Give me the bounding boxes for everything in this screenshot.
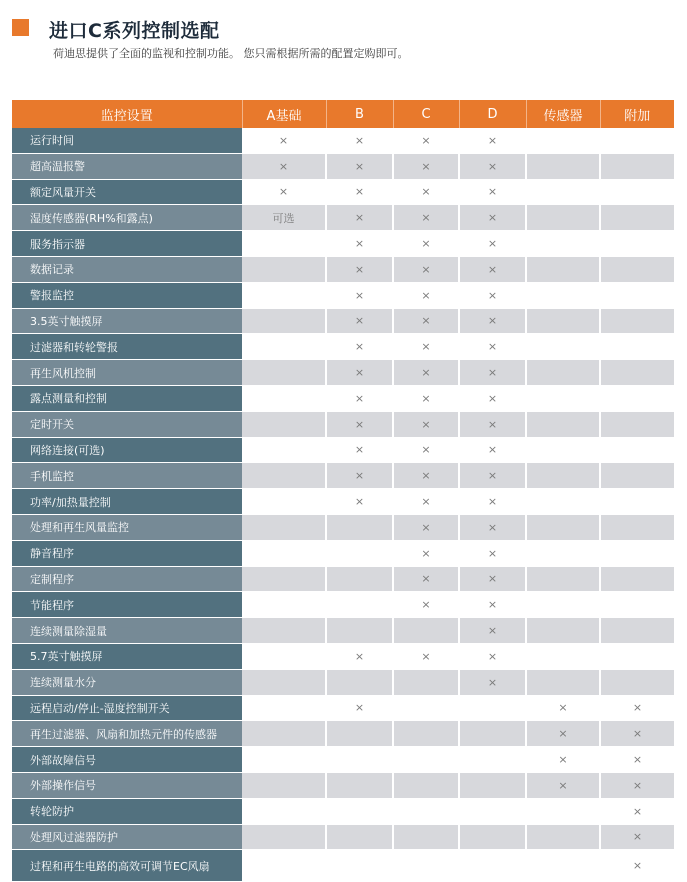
row-label: 过程和再生电路的高效可调节EC风扇 [12,850,242,882]
table-row [12,643,674,669]
check-mark-icon: × [326,282,393,308]
table-header-row [12,100,674,128]
empty-cell [526,643,600,669]
check-mark-icon: × [459,334,526,360]
check-mark-icon: × [459,231,526,257]
check-mark-icon: × [326,128,393,153]
empty-cell [459,824,526,850]
empty-cell [393,798,459,824]
row-label: 手机监控 [12,463,242,489]
table-row [12,772,674,798]
empty-cell [526,256,600,282]
empty-cell [242,463,326,489]
empty-cell [600,282,674,308]
check-mark-icon: × [600,798,674,824]
empty-cell [242,334,326,360]
empty-cell [242,385,326,411]
table-row [12,282,674,308]
table-body [12,128,674,882]
empty-cell [393,747,459,773]
empty-cell [393,721,459,747]
empty-cell [242,643,326,669]
empty-cell [526,411,600,437]
empty-cell [600,592,674,618]
check-mark-icon: × [393,128,459,153]
check-mark-icon: × [459,540,526,566]
table-row [12,256,674,282]
row-label: 过滤器和转轮警报 [12,334,242,360]
empty-cell [393,824,459,850]
empty-cell [459,798,526,824]
empty-cell [242,256,326,282]
check-mark-icon: × [526,721,600,747]
row-label: 连续测量水分 [12,669,242,695]
empty-cell [526,437,600,463]
row-label: 处理和再生风量监控 [12,514,242,540]
empty-cell [242,850,326,882]
table-row [12,850,674,882]
check-mark-icon: × [393,540,459,566]
empty-cell [393,695,459,721]
row-label: 远程启动/停止-湿度控制开关 [12,695,242,721]
check-mark-icon: × [459,592,526,618]
table-row [12,566,674,592]
empty-cell [242,747,326,773]
empty-cell [326,540,393,566]
empty-cell [242,566,326,592]
table-row [12,128,674,153]
table-row [12,592,674,618]
table-row [12,514,674,540]
empty-cell [242,721,326,747]
empty-cell [326,514,393,540]
check-mark-icon: × [526,695,600,721]
empty-cell [326,566,393,592]
empty-cell [242,824,326,850]
row-label: 定制程序 [12,566,242,592]
check-mark-icon: × [459,566,526,592]
check-mark-icon: × [459,153,526,179]
check-mark-icon: × [393,514,459,540]
empty-cell [326,824,393,850]
check-mark-icon: × [600,824,674,850]
empty-cell [326,798,393,824]
table-row [12,824,674,850]
check-mark-icon: × [393,463,459,489]
header-monitoring-settings: 监控设置 [12,100,242,128]
check-mark-icon: × [459,489,526,515]
empty-cell [600,360,674,386]
check-mark-icon: × [459,128,526,153]
check-mark-icon: × [393,282,459,308]
row-label: 节能程序 [12,592,242,618]
header-b: B [326,100,393,128]
empty-cell [326,850,393,882]
row-label: 外部故障信号 [12,747,242,773]
row-label: 外部操作信号 [12,772,242,798]
empty-cell [242,772,326,798]
empty-cell [242,437,326,463]
check-mark-icon: × [459,463,526,489]
empty-cell [600,334,674,360]
check-mark-icon: × [393,153,459,179]
check-mark-icon: × [393,360,459,386]
empty-cell [600,153,674,179]
empty-cell [526,153,600,179]
empty-cell [526,592,600,618]
check-mark-icon: × [459,514,526,540]
empty-cell [242,695,326,721]
check-mark-icon: × [459,669,526,695]
header-d: D [459,100,526,128]
check-mark-icon: × [393,437,459,463]
table-row [12,334,674,360]
empty-cell [526,540,600,566]
check-mark-icon: × [326,411,393,437]
empty-cell [526,282,600,308]
empty-cell [600,669,674,695]
empty-cell [393,669,459,695]
empty-cell [526,360,600,386]
empty-cell [393,618,459,644]
table-row [12,540,674,566]
check-mark-icon: × [393,231,459,257]
table-row [12,695,674,721]
row-label: 5.7英寸触摸屏 [12,643,242,669]
row-label: 数据记录 [12,256,242,282]
empty-cell [526,231,600,257]
empty-cell [326,772,393,798]
check-mark-icon: × [600,850,674,882]
empty-cell [526,489,600,515]
row-label: 服务指示器 [12,231,242,257]
row-label: 处理风过滤器防护 [12,824,242,850]
empty-cell [242,231,326,257]
check-mark-icon: × [326,643,393,669]
table-row [12,798,674,824]
table-row [12,231,674,257]
check-mark-icon: × [393,256,459,282]
check-mark-icon: × [459,282,526,308]
empty-cell [526,463,600,489]
empty-cell [459,721,526,747]
title-square-icon [12,19,29,36]
control-options-table [12,100,674,882]
check-mark-icon: × [459,643,526,669]
table-row [12,489,674,515]
check-mark-icon: × [526,772,600,798]
row-label: 警报监控 [12,282,242,308]
empty-cell [600,514,674,540]
empty-cell [526,798,600,824]
empty-cell [600,540,674,566]
header-addon: 附加 [600,100,674,128]
empty-cell [526,308,600,334]
header-c: C [393,100,459,128]
table-row [12,308,674,334]
empty-cell [393,850,459,882]
empty-cell [326,721,393,747]
empty-cell [600,489,674,515]
empty-cell [526,128,600,153]
table-row [12,669,674,695]
empty-cell [242,618,326,644]
check-mark-icon: × [459,411,526,437]
empty-cell [459,695,526,721]
empty-cell [526,514,600,540]
row-label: 额定风量开关 [12,179,242,205]
empty-cell [242,798,326,824]
check-mark-icon: × [326,179,393,205]
check-mark-icon: × [326,308,393,334]
check-mark-icon: × [326,463,393,489]
empty-cell [526,205,600,231]
empty-cell [526,850,600,882]
check-mark-icon: × [242,179,326,205]
table-row [12,618,674,644]
empty-cell [600,411,674,437]
empty-cell [526,179,600,205]
row-label: 网络连接(可选) [12,437,242,463]
row-label: 转轮防护 [12,798,242,824]
row-label: 3.5英寸触摸屏 [12,308,242,334]
check-mark-icon: × [600,747,674,773]
check-mark-icon: × [393,308,459,334]
table-row [12,747,674,773]
check-mark-icon: × [459,256,526,282]
check-mark-icon: × [326,695,393,721]
check-mark-icon: × [393,205,459,231]
check-mark-icon: × [326,489,393,515]
empty-cell [242,669,326,695]
empty-cell [326,747,393,773]
check-mark-icon: × [393,411,459,437]
empty-cell [600,618,674,644]
empty-cell [393,772,459,798]
check-mark-icon: × [326,334,393,360]
check-mark-icon: × [600,695,674,721]
row-label: 运行时间 [12,128,242,153]
empty-cell [326,669,393,695]
empty-cell [600,308,674,334]
empty-cell [600,566,674,592]
empty-cell [459,772,526,798]
empty-cell [242,592,326,618]
check-mark-icon: × [326,153,393,179]
empty-cell [242,308,326,334]
table-row [12,360,674,386]
check-mark-icon: × [242,153,326,179]
empty-cell [242,540,326,566]
check-mark-icon: × [393,385,459,411]
row-label: 超高温报警 [12,153,242,179]
check-mark-icon: × [242,128,326,153]
check-mark-icon: × [393,643,459,669]
table-row [12,721,674,747]
page-subtitle: 荷迪思提供了全面的监视和控制功能。 您只需根据所需的配置定购即可。 [53,47,409,60]
empty-cell [600,128,674,153]
header-sensor: 传感器 [526,100,600,128]
cell-value: 可选 [242,205,326,231]
check-mark-icon: × [393,334,459,360]
check-mark-icon: × [600,721,674,747]
row-label: 再生过滤器、风扇和加热元件的传感器 [12,721,242,747]
check-mark-icon: × [326,437,393,463]
row-label: 再生风机控制 [12,360,242,386]
empty-cell [459,747,526,773]
empty-cell [242,489,326,515]
empty-cell [600,385,674,411]
empty-cell [526,824,600,850]
row-label: 静音程序 [12,540,242,566]
empty-cell [600,205,674,231]
row-label: 露点测量和控制 [12,385,242,411]
table-row [12,411,674,437]
empty-cell [600,463,674,489]
row-label: 连续测量除湿量 [12,618,242,644]
empty-cell [242,411,326,437]
empty-cell [326,592,393,618]
empty-cell [526,566,600,592]
check-mark-icon: × [393,179,459,205]
check-mark-icon: × [526,747,600,773]
empty-cell [526,334,600,360]
check-mark-icon: × [393,566,459,592]
row-label: 湿度传感器(RH%和露点) [12,205,242,231]
check-mark-icon: × [459,179,526,205]
row-label: 定时开关 [12,411,242,437]
check-mark-icon: × [459,360,526,386]
table-row [12,179,674,205]
check-mark-icon: × [326,231,393,257]
empty-cell [526,385,600,411]
page-title: 进口C系列控制选配 [49,20,220,42]
check-mark-icon: × [459,437,526,463]
check-mark-icon: × [393,592,459,618]
check-mark-icon: × [326,360,393,386]
table-row [12,153,674,179]
header-a-basic: A基础 [242,100,326,128]
empty-cell [600,231,674,257]
table-row [12,205,674,231]
check-mark-icon: × [326,385,393,411]
empty-cell [242,360,326,386]
check-mark-icon: × [459,385,526,411]
empty-cell [600,437,674,463]
table-row [12,437,674,463]
empty-cell [600,179,674,205]
row-label: 功率/加热量控制 [12,489,242,515]
empty-cell [526,618,600,644]
empty-cell [600,256,674,282]
empty-cell [600,643,674,669]
empty-cell [526,669,600,695]
table-row [12,385,674,411]
check-mark-icon: × [393,489,459,515]
empty-cell [459,850,526,882]
empty-cell [242,514,326,540]
check-mark-icon: × [459,618,526,644]
check-mark-icon: × [326,256,393,282]
check-mark-icon: × [459,308,526,334]
check-mark-icon: × [459,205,526,231]
check-mark-icon: × [326,205,393,231]
table-row [12,463,674,489]
check-mark-icon: × [600,772,674,798]
empty-cell [326,618,393,644]
empty-cell [242,282,326,308]
